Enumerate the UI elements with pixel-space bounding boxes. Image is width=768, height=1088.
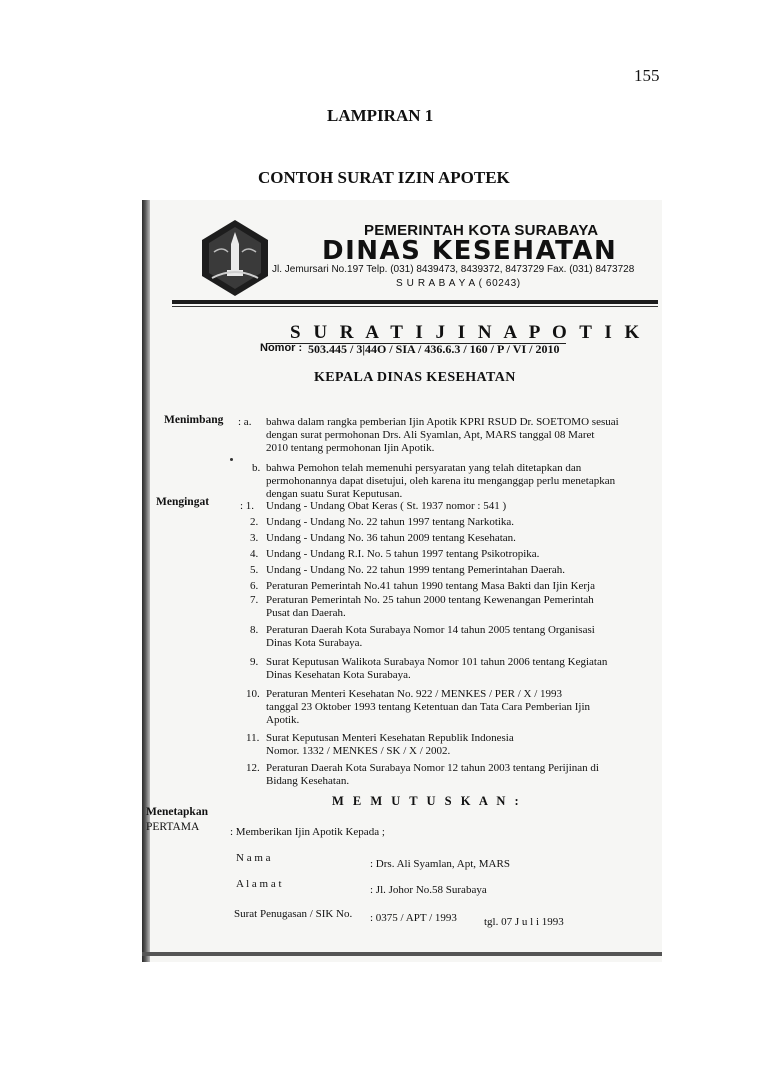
- recalling-item-line: Nomor. 1332 / MENKES / SK / X / 2002.: [266, 745, 451, 757]
- recalling-item-line: Undang - Undang No. 22 tahun 1997 tentang Narkotika.: [266, 516, 515, 528]
- letter-number-label: Nomor :: [260, 342, 303, 354]
- recalling-item-line: Undang - Undang R.I. No. 5 tahun 1997 tentang Psikotropika.: [266, 548, 540, 560]
- city-emblem-icon: [198, 218, 272, 298]
- establish-label: Menetapkan: [146, 806, 208, 818]
- recalling-item-line: Undang - Undang No. 36 tahun 2009 tentang Kesehatan.: [266, 532, 516, 544]
- document-title: CONTOH SURAT IZIN APOTEK: [258, 168, 510, 187]
- holder-address-label: A l a m a t: [236, 878, 282, 890]
- government-name: PEMERINTAH KOTA SURABAYA: [364, 222, 599, 239]
- agency-address: Jl. Jemursari No.197 Telp. (031) 8439473, 8439372, 8473729 Fax. (031) 8473728: [272, 264, 635, 275]
- recalling-item-marker: 5.: [250, 564, 259, 576]
- scan-edge-shadow: [142, 200, 150, 962]
- issuing-official: KEPALA DINAS KESEHATAN: [314, 370, 516, 385]
- agency-city: S U R A B A Y A ( 60243): [396, 278, 521, 289]
- first-clause-text: : Memberikan Ijin Apotik Kepada ;: [230, 826, 385, 838]
- recalling-item-line: Peraturan Daerah Kota Surabaya Nomor 12 tahun 2003 tentang Perijinan di: [266, 762, 599, 774]
- page-number: 155: [634, 66, 660, 85]
- assignment-letter-number: : 0375 / APT / 1993: [370, 912, 457, 924]
- recalling-item-marker: 9.: [250, 656, 259, 668]
- recalling-item-line: Surat Keputusan Menteri Kesehatan Republik Indonesia: [266, 732, 514, 744]
- recalling-item-line: Peraturan Pemerintah No. 25 tahun 2000 tentang Kewenangan Pemerintah: [266, 594, 594, 606]
- recalling-item-line: Pusat dan Daerah.: [266, 607, 346, 619]
- considering-b-marker: b.: [252, 462, 261, 474]
- agency-name: DINAS KESEHATAN: [322, 236, 618, 266]
- considering-b-line: dengan suatu Surat Keputusan.: [266, 488, 403, 500]
- considering-label: Menimbang: [164, 414, 224, 426]
- recalling-item-line: Bidang Kesehatan.: [266, 775, 350, 787]
- letter-title: S U R A T I J I N A P O T I K: [290, 322, 644, 343]
- recalling-item-line: Peraturan Menteri Kesehatan No. 922 / MENKES / PER / X / 1993: [266, 688, 563, 700]
- letterhead-rule: [172, 300, 658, 304]
- first-clause-label: PERTAMA: [146, 821, 200, 833]
- recalling-label: Mengingat: [156, 496, 210, 508]
- recalling-item-line: Undang - Undang No. 22 tahun 1999 tentang Pemerintahan Daerah.: [266, 564, 566, 576]
- considering-b-line: bahwa Pemohon telah memenuhi persyaratan yang telah ditetapkan dan: [266, 462, 582, 474]
- recalling-item-line: Peraturan Pemerintah No.41 tahun 1990 tentang Masa Bakti dan Ijin Kerja: [266, 580, 595, 592]
- considering-a-line: dengan surat permohonan Drs. Ali Syamlan, Apt, MARS tanggal 08 Maret: [266, 429, 595, 441]
- recalling-item-marker: 2.: [250, 516, 259, 528]
- recalling-item-line: Dinas Kota Surabaya.: [266, 637, 363, 649]
- recalling-item-marker: 10.: [246, 688, 260, 700]
- scanned-permit-letter: [142, 200, 662, 962]
- recalling-item-marker: 3.: [250, 532, 259, 544]
- letter-number: 503.445 / 3|44O / SIA / 436.6.3 / 160 / P / VI / 2010: [308, 342, 560, 356]
- scan-bottom-edge: [142, 952, 662, 956]
- considering-b-line: permohonannya dapat disetujui, oleh karena itu menganggap perlu menetapkan: [266, 475, 616, 487]
- recalling-item-line: Surat Keputusan Walikota Surabaya Nomor 101 tahun 2006 tentang Kegiatan: [266, 656, 608, 668]
- recalling-item-marker: 8.: [250, 624, 259, 636]
- recalling-item-marker: 12.: [246, 762, 260, 774]
- scan-speck: [230, 458, 233, 461]
- recalling-item-marker: 6.: [250, 580, 259, 592]
- holder-address-value: : Jl. Johor No.58 Surabaya: [370, 884, 487, 896]
- appendix-title: LAMPIRAN 1: [327, 106, 434, 125]
- holder-name-label: N a m a: [236, 852, 271, 864]
- considering-a-line: bahwa dalam rangka pemberian Ijin Apotik KPRI RSUD Dr. SOETOMO sesuai: [266, 416, 619, 428]
- recalling-item-marker: : 1.: [240, 500, 255, 512]
- recalling-item-line: Apotik.: [266, 714, 300, 726]
- recalling-item-line: Undang - Undang Obat Keras ( St. 1937 nomor : 541 ): [266, 500, 507, 512]
- decision-heading: M E M U T U S K A N :: [332, 794, 522, 808]
- holder-name-value: : Drs. Ali Syamlan, Apt, MARS: [370, 858, 510, 870]
- considering-a-line: 2010 tentang permohonan Ijin Apotik.: [266, 442, 435, 454]
- recalling-item-marker: 4.: [250, 548, 259, 560]
- assignment-letter-date: tgl. 07 J u l i 1993: [484, 916, 564, 928]
- recalling-item-line: Dinas Kesehatan Kota Surabaya.: [266, 669, 411, 681]
- recalling-item-marker: 7.: [250, 594, 259, 606]
- recalling-item-line: Peraturan Daerah Kota Surabaya Nomor 14 tahun 2005 tentang Organisasi: [266, 624, 595, 636]
- recalling-item-marker: 11.: [246, 732, 260, 744]
- assignment-letter-label: Surat Penugasan / SIK No.: [234, 908, 353, 920]
- letterhead-rule-thin: [172, 306, 658, 307]
- considering-a-marker: : a.: [238, 416, 252, 428]
- recalling-item-line: tanggal 23 Oktober 1993 tentang Ketentuan dan Tata Cara Pemberian Ijin: [266, 701, 591, 713]
